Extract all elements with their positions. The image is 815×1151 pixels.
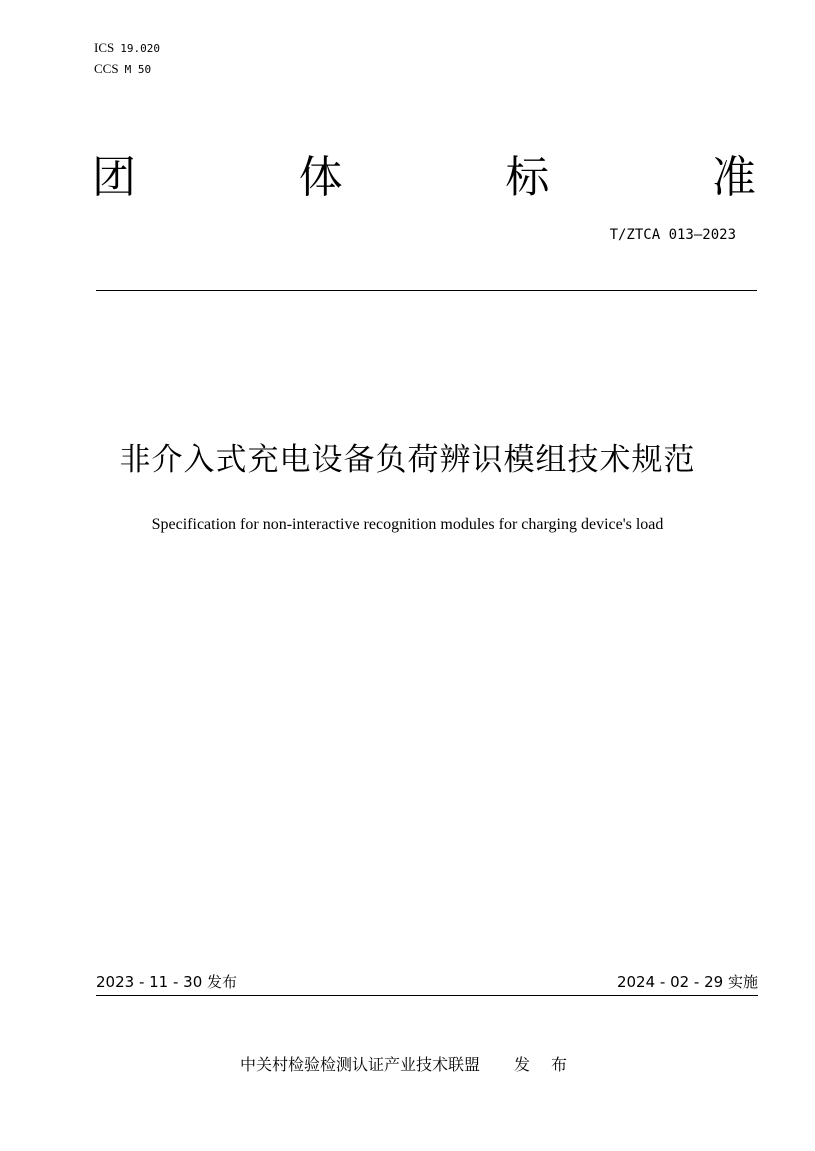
doc-type-char-1: 团	[92, 152, 136, 203]
publish-label: 发布	[207, 973, 238, 991]
implement-date: 2024 - 02 - 29	[616, 973, 724, 991]
footer-divider	[96, 995, 758, 996]
doc-type-char-4: 准	[711, 152, 756, 203]
ccs-label: CCS	[94, 61, 119, 76]
implement-label: 实施	[727, 973, 758, 991]
publish-date-line	[96, 972, 237, 992]
ics-label: ICS	[94, 40, 115, 55]
ics-value: 19.020	[120, 42, 160, 55]
doc-type-char-3: 标	[505, 152, 550, 203]
title-english: Specification for non-interactive recognition modules for charging device's load	[151, 516, 664, 533]
document-type-heading	[92, 150, 756, 206]
ccs-value: M 50	[124, 63, 152, 76]
ccs-line	[94, 62, 151, 77]
publisher-name: 中关村检验检测认证产业技术联盟	[239, 1055, 480, 1074]
ics-line	[94, 41, 160, 56]
publisher-suffix: 发 布	[513, 1055, 576, 1074]
header-divider	[96, 290, 757, 291]
implement-date-line	[617, 972, 758, 992]
title-chinese: 非介入式充电设备负荷辨识模组技术规范	[119, 442, 696, 478]
doc-type-char-2: 体	[298, 152, 343, 203]
publish-date: 2023 - 11 - 30	[96, 973, 203, 991]
publisher-line	[0, 1054, 815, 1076]
standard-number: T/ZTCA 013—2023	[609, 227, 736, 243]
